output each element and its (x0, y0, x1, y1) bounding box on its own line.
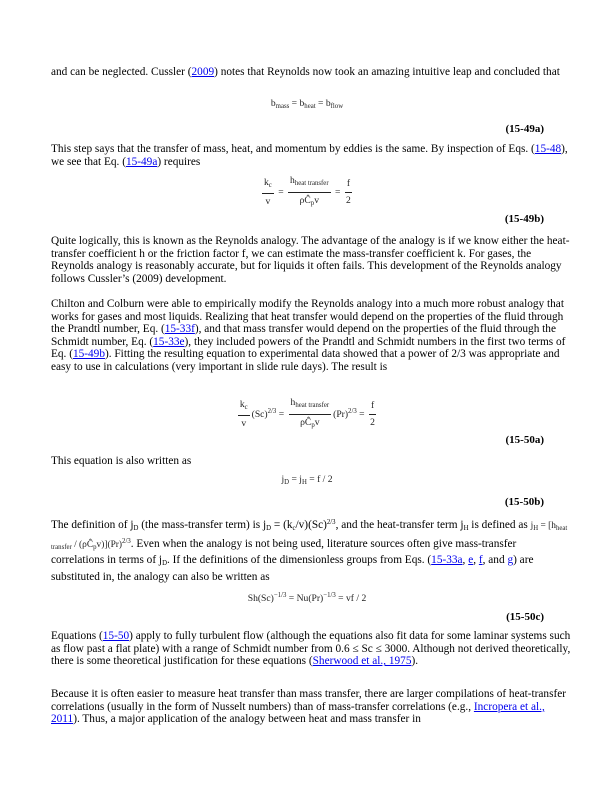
paragraph-transfer-by-eddies: This step says that the transfer of mass, heat, and momentum by eddies is the same. By inspection of Eqs. (15-48), we see that Eq. (15-49a) requires (51, 143, 568, 168)
ref-link-15-33f[interactable]: 15-33f (164, 323, 195, 336)
ref-link-15-49b[interactable]: 15-49b (72, 348, 105, 361)
equation-number-15-49b: (15-49b) (504, 213, 544, 225)
equation-15-50a: $\frac{k_c}{v}$ $(Sc)^{2/3}$ = $\frac{h_{heat transfer}}{\rho Ĉ_pv}$ $(Pr)^{2/3}$ = $\frac{f}{2}$ (239, 397, 375, 430)
paragraph-chilton-colburn: Chilton and Colburn were able to empirically modify the Reynolds analogy into a much more robust analogy that works for gases and most liquids. Realizing that heat transfer would depend on the properties of the fluid through the Prandtl number, Eq. (15-33f), and that mass transfer would depend on the properties of the fluid through the Schmidt number, Eq. (15-33e), they included powers of the Prandtl and Schmidt numbers in the first two terms of Eq. (15-49b). Fitting the resulting equation to experimental data showed that a power of 2/3 was appropriate and easy to use in calculations (very important in slide rule days). The result is (51, 298, 566, 373)
paragraph-turbulent-flow: Equations (15-50) apply to fully turbulent flow (although the equations also fit data for some laminar systems such as flow past a flat plate) with a range of Schmidt number from 0.6 ≤ Sc ≤ 3000. Although not derived theoretically, there is some theoretical justification for these equations (Sherwood et al., 1975). (51, 630, 571, 668)
ref-link-sherwood-1975[interactable]: Sherwood et al., 1975 (312, 655, 412, 668)
equation-number-15-49a: (15-49a) (505, 123, 544, 135)
equation-15-49b: $\frac{k_c}{v}$ = $\frac{h_{heat transfer}}{\rho Ĉ_pv}$ = $\frac{f}{2}$ (263, 175, 351, 208)
inline-jh-equation: $j_H = [h_{heat transfer}$ / $(\rho Ĉ_pv)](Pr)^{2/3}$ (51, 521, 568, 551)
equation-15-49a: $b_{mass} = b_{heat} = b_{flow}$ (270, 98, 344, 110)
paragraph-jd-jh-definition: The definition of $j_D$ (the mass-transfer term) is $j_D = (k_c/v)(Sc)^{2/3}$, and the heat-transfer term $j_H$ is defined as $j_H = [h_{heat transfer}$ / $(\rho Ĉ_pv)](Pr)^{2/3}$. Even when the analogy is not being used, literature sources often give mass-transfer correlations in terms of $j_D$. If the definitions of the dimensionless groups from Eqs. (15-33a, e, f, and g) are substituted in, the analogy can also be written as (51, 519, 568, 583)
ref-link-15-48[interactable]: 15-48 (534, 143, 562, 155)
equation-15-50c: $Sh(Sc)^{-1/3} = Nu(Pr)^{-1/3}$ = vf / 2 (247, 592, 367, 604)
paragraph-cussler-intro: and can be neglected. Cussler (2009) notes that Reynolds now took an amazing intuitive leap and concluded that (51, 66, 560, 78)
ref-link-f[interactable]: f (478, 554, 483, 567)
equation-15-50b: $j_D = j_H = f / 2$ (281, 474, 333, 486)
equation-number-15-50a: (15-50a) (505, 434, 544, 446)
equation-number-15-50b: (15-50b) (504, 496, 544, 508)
ref-link-15-50[interactable]: 15-50 (102, 630, 130, 642)
ref-link-15-49a[interactable]: 15-49a (125, 155, 158, 168)
ref-link-g[interactable]: g (507, 554, 514, 567)
paragraph-reynolds-analogy: Quite logically, this is known as the Reynolds analogy. The advantage of the analogy is if we know either the heat-transfer coefficient h or the friction factor f, we can estimate the mass-transfer coefficient k. For gases, the Reynolds analogy is reasonably accurate, but for liquids it often fails. This development of the Reynolds analogy follows Cussler’s (2009) development. (51, 235, 570, 285)
ref-link-15-33e[interactable]: 15-33e (153, 335, 185, 348)
paragraph-heat-mass-analogy: Because it is often easier to measure heat transfer than mass transfer, there are larger compilations of heat-transfer correlations (usually in the form of Nusselt numbers) than of mass-transfer correlations (e.g., Incropera et al., 2011). Thus, a major application of the analogy between heat and mass transfer in (51, 688, 567, 726)
ref-link-2009[interactable]: 2009 (191, 66, 215, 78)
equation-number-15-50c: (15-50c) (506, 611, 544, 623)
ref-link-15-33a[interactable]: 15-33a (431, 554, 463, 567)
ref-link-incropera-2011[interactable]: Incropera et al., 2011 (51, 700, 545, 726)
paragraph-also-written: This equation is also written as (51, 455, 192, 467)
ref-link-e[interactable]: e (468, 554, 474, 567)
